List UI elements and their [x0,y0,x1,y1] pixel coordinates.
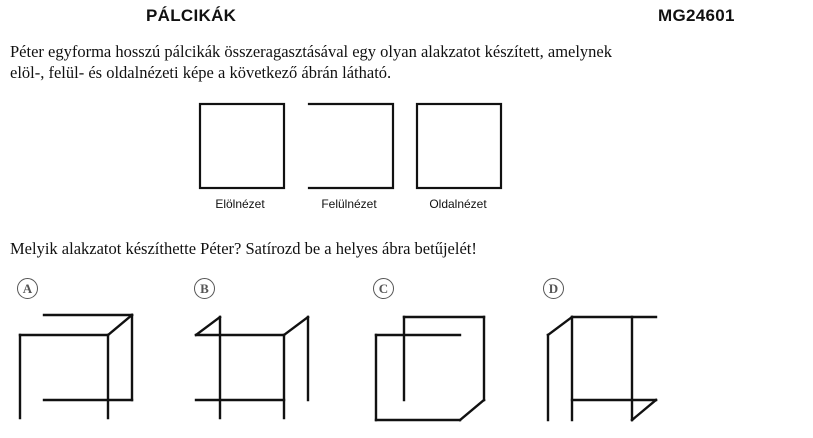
front-view-label: Elölnézet [215,197,265,211]
figure-b [196,317,308,418]
question-text: Melyik alakzatot készíthette Péter? Satírozd be a helyes ábra betűjelét! [10,239,477,258]
option-d-bubble[interactable]: D [543,278,564,299]
page-title: PÁLCIKÁK [146,6,237,25]
side-view-label: Oldalnézet [429,197,487,211]
task-code: MG24601 [658,6,735,25]
option-a-bubble[interactable]: A [17,278,38,299]
top-view-shape [309,104,393,188]
option-b-bubble[interactable]: B [194,278,215,299]
front-view-shape [200,104,284,188]
figure-d [548,317,656,420]
intro-line-2: elöl-, felül- és oldalnézeti képe a következő ábrán látható. [10,63,392,82]
figure-c [376,317,484,420]
figure-a [20,315,132,418]
side-view-shape [417,104,501,188]
top-view-label: Felülnézet [321,197,377,211]
intro-line-1: Péter egyforma hosszú pálcikák összeragasztásával egy olyan alakzatot készített, amelynek [10,42,613,61]
option-c-bubble[interactable]: C [373,278,394,299]
